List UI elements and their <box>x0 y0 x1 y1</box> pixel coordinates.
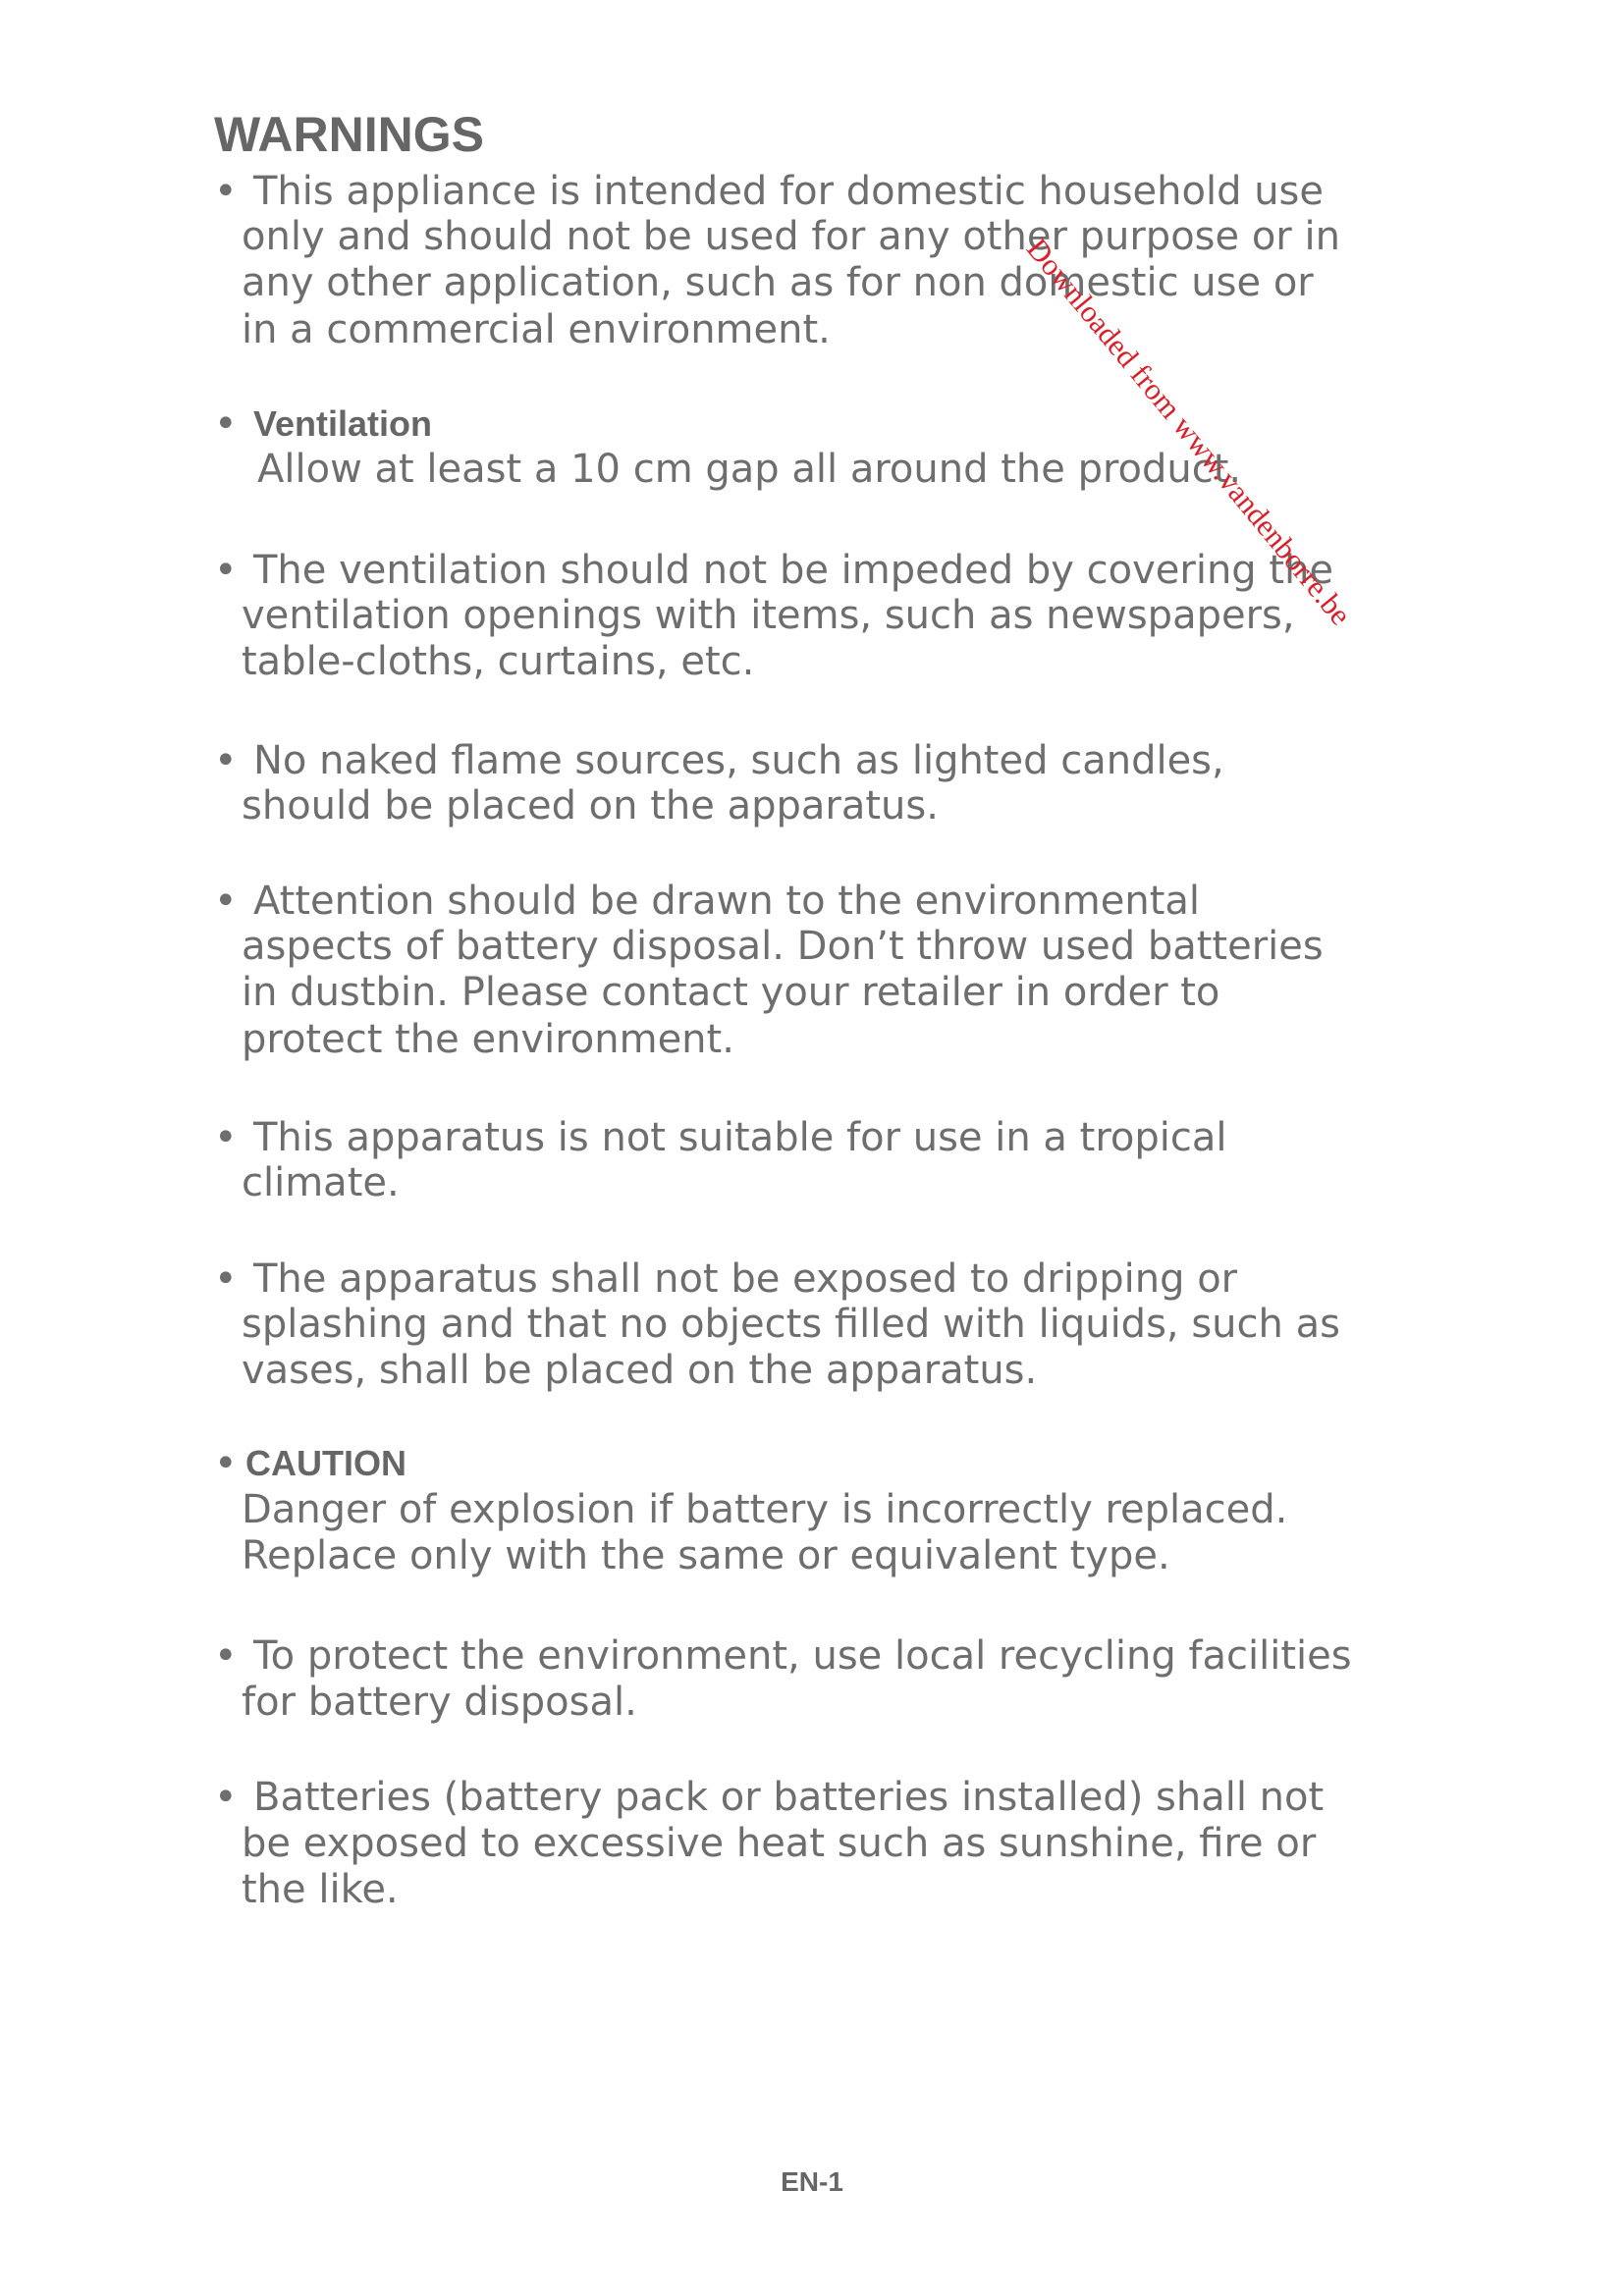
item-text-line: aspects of battery disposal. Don’t throw used batteries <box>242 924 1324 969</box>
bullet: • <box>214 738 238 783</box>
page-number: EN-1 <box>781 2166 843 2197</box>
item-text-line: any other application, such as for non domestic use or <box>242 260 1314 305</box>
item-text-line: climate. <box>242 1160 400 1205</box>
bullet: • <box>214 1775 238 1820</box>
item-text-line: ventilation openings with items, such as newspapers, <box>242 593 1295 638</box>
item-text-line: table-cloths, curtains, etc. <box>242 639 755 684</box>
item-text-line: Danger of explosion if battery is incorrectly replaced. <box>242 1487 1288 1532</box>
bullet: • <box>214 169 238 214</box>
item-text-line: protect the environment. <box>242 1017 734 1062</box>
item-text-line: the like. <box>242 1867 399 1912</box>
bullet: • <box>214 548 238 593</box>
item-text-line: Batteries (battery pack or batteries installed) shall not <box>253 1775 1325 1820</box>
ventilation-heading: Ventilation <box>253 403 433 444</box>
item-text-line: in a commercial environment. <box>242 307 831 352</box>
item-text-line: should be placed on the apparatus. <box>242 783 939 828</box>
item-text-line: This appliance is intended for domestic household use <box>253 169 1324 214</box>
download-watermark: Downloaded from www.vandenborre.be <box>1019 232 1359 632</box>
bullet: • <box>214 401 238 447</box>
item-text-line: vases, shall be placed on the apparatus. <box>242 1348 1038 1393</box>
bullet: • <box>214 879 238 924</box>
item-text-line: Replace only with the same or equivalent type. <box>242 1533 1170 1578</box>
item-text-line: This apparatus is not suitable for use in a tropical <box>253 1115 1227 1160</box>
bullet: • <box>214 1115 238 1160</box>
item-text-line: No naked flame sources, such as lighted candles, <box>253 738 1224 783</box>
item-text-line: The ventilation should not be impeded by covering the <box>253 548 1334 593</box>
item-text-line: To protect the environment, use local recycling facilities <box>253 1633 1352 1679</box>
item-text-line: Attention should be drawn to the environmental <box>253 879 1201 924</box>
bullet: • <box>214 1256 238 1302</box>
item-text-line: Allow at least a 10 cm gap all around the product. <box>257 447 1242 492</box>
page-title: WARNINGS <box>214 107 484 162</box>
item-text-line: splashing and that no objects filled with liquids, such as <box>242 1302 1340 1347</box>
item-text-line: be exposed to excessive heat such as sunshine, fire or <box>242 1821 1317 1866</box>
item-text-line: The apparatus shall not be exposed to dripping or <box>253 1256 1238 1302</box>
bullet: • <box>214 1441 238 1486</box>
item-text-line: in dustbin. Please contact your retailer in order to <box>242 970 1220 1015</box>
bullet: • <box>214 1633 238 1679</box>
item-text-line: only and should not be used for any other purpose or in <box>242 214 1340 259</box>
caution-heading: CAUTION <box>245 1443 406 1483</box>
item-text-line: for battery disposal. <box>242 1680 637 1725</box>
